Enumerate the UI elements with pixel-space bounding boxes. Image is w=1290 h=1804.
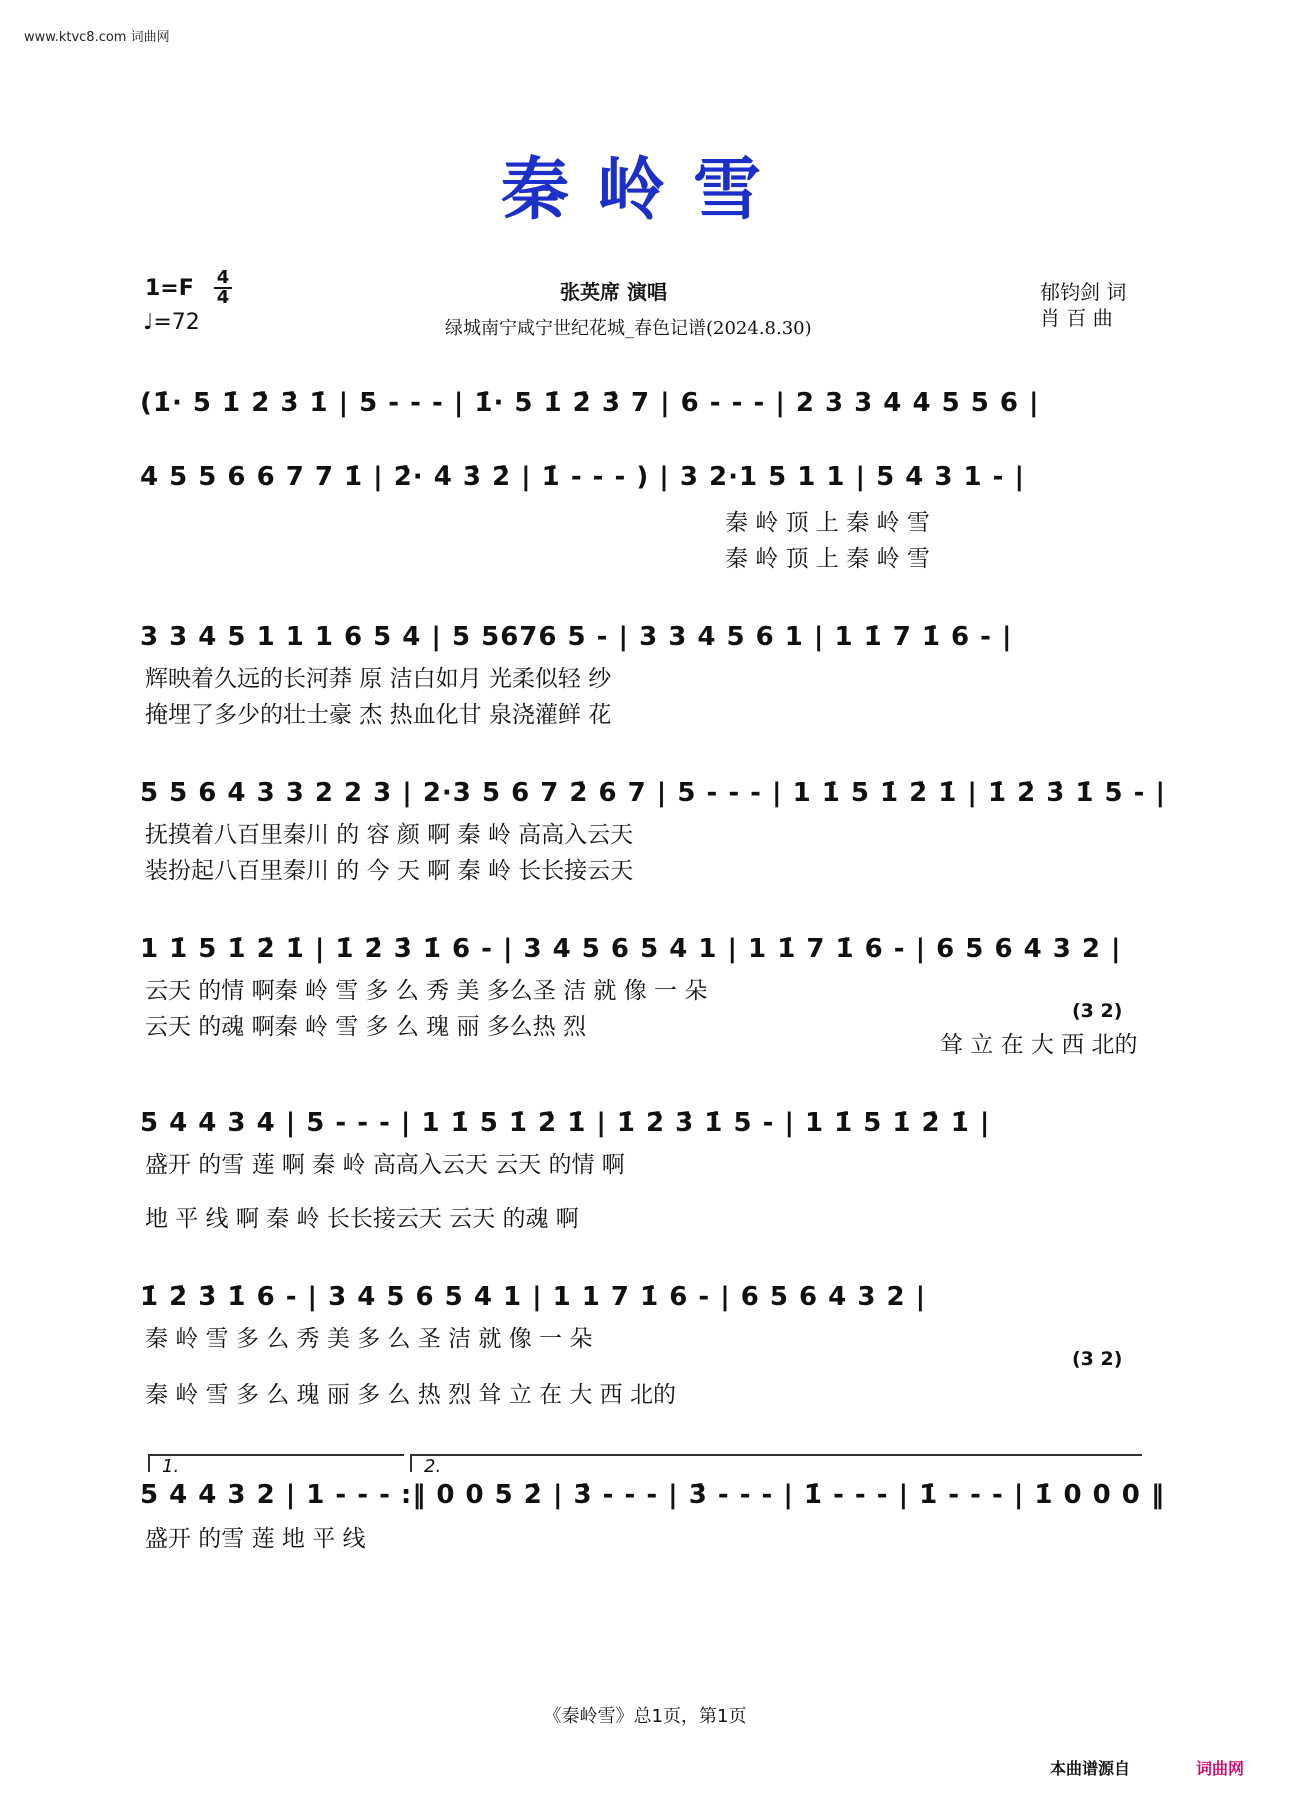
optional-notes-1: (3 2) [1072,1000,1123,1022]
time-sig-top: 4 [216,267,230,288]
lyrics-system-5-verse2: 云天 的魂 啊秦 岭 雪 多 么 瑰 丽 多么热 烈 [145,1014,587,1040]
page-footer: 《秦岭雪》总1页，第1页 [543,1706,747,1727]
score-system-7: 1̇ 2̇ 3̇ 1̇ 6 - | 3 4 5 6 5 4 1 | 1 1 7 1̇ 6 - | 6 5 6 4 3 2 | [140,1282,927,1312]
second-ending-bracket [410,1454,1142,1472]
singer-credit: 张英席 演唱 [560,280,667,304]
source-site-link[interactable]: 词曲网 [1196,1759,1245,1778]
lyrics-system-6-verse2: 地 平 线 啊 秦 岭 长长接云天 云天 的魂 啊 [145,1206,579,1232]
tempo-marking: ♩=72 [143,310,200,335]
lyrics-system-6-verse1: 盛开 的雪 莲 啊 秦 岭 高高入云天 云天 的情 啊 [145,1152,625,1178]
right-watermark-strip [1276,0,1290,1804]
source-label: 本曲谱源自 [1050,1759,1131,1778]
score-system-8: 5 4 4 3 2 | 1 - - - :‖ 0 0 5 2̇ | 3̇ - - - | 3̇ - - - | 1̇ - - - | 1̇ - - - | 1̇ 0 0 0 ‖ [140,1480,1165,1510]
site-label[interactable]: www.ktvc8.com 词曲网 [24,30,170,45]
score-system-4: 5 5 6 4 3 3 2 2 3 | 2·3 5 6 7 2̇ 6 7 | 5 - - - | 1 1̇ 5 1̇ 2̇ 1̇ | 1̇ 2̇ 3̇ 1̇ 5 - | [140,778,1167,808]
first-ending-bracket [148,1454,404,1472]
song-title: 秦岭雪 [500,150,789,230]
optional-notes-2: (3 2) [1072,1348,1123,1370]
transcriber-credit: 绿城南宁咸宁世纪花城_春色记谱(2024.8.30) [445,318,812,339]
time-signature [214,267,232,308]
first-ending-label: 1. [162,1456,180,1477]
lyrics-system-8-verse1: 盛开 的雪 莲 地 平 线 [145,1526,366,1552]
lyrics-system-4-verse1: 抚摸着八百里秦川 的 容 颜 啊 秦 岭 高高入云天 [145,822,634,848]
lyrics-system-3-verse2: 掩埋了多少的壮士豪 杰 热血化甘 泉浇灌鲜 花 [145,702,612,728]
key-signature: 1=F [145,276,194,301]
score-system-6: 5 4 4 3 4 | 5 - - - | 1 1̇ 5 1̇ 2̇ 1̇ | 1̇ 2̇ 3̇ 1̇ 5 - | 1 1̇ 5 1̇ 2̇ 1̇ | [140,1108,991,1138]
composer-credit: 肖 百 曲 [1040,306,1113,330]
lyrics-system-3-verse1: 辉映着久远的长河莽 原 洁白如月 光柔似轻 纱 [145,666,612,692]
second-ending-label: 2. [424,1456,442,1477]
time-sig-bottom: 4 [216,287,230,308]
lyrics-system-2-verse1: 秦 岭 顶 上 秦 岭 雪 [725,510,930,536]
lyrics-system-2-verse2: 秦 岭 顶 上 秦 岭 雪 [725,546,930,572]
score-system-5: 1 1̇ 5 1̇ 2̇ 1̇ | 1̇ 2̇ 3̇ 1̇ 6 - | 3 4 5 6 5 4 1 | 1 1̇ 7 1̇ 6 - | 6 5 6 4 3 2 | [140,934,1122,964]
lyrics-system-7-verse1: 秦 岭 雪 多 么 秀 美 多 么 圣 洁 就 像 一 朵 [145,1326,593,1352]
lyrics-system-4-verse2: 装扮起八百里秦川 的 今 天 啊 秦 岭 长长接云天 [145,858,634,884]
left-watermark-strip [0,0,14,1804]
lyrics-system-7-verse2: 秦 岭 雪 多 么 瑰 丽 多 么 热 烈 耸 立 在 大 西 北的 [145,1382,676,1408]
lyrics-system-5-verse1: 云天 的情 啊秦 岭 雪 多 么 秀 美 多么圣 洁 就 像 一 朵 [145,978,708,1004]
lyricist-credit: 郁钧剑 词 [1040,280,1127,304]
score-system-2: 4 5 5 6 6 7 7 1̇ | 2̇· 4̇ 3̇ 2̇ | 1̇ - - - ) | 3 2·1 5 1 1 | 5 4 3 1 - | [140,462,1025,492]
lyrics-system-5-verse2-end: 耸 立 在 大 西 北的 [940,1032,1138,1058]
score-system-3: 3 3 4 5 1 1 1 6 5 4 | 5 5676 5 - | 3 3 4 5 6 1 | 1 1̇ 7 1̇ 6 - | [140,622,1013,652]
score-system-1: (1̇· 5 1̇ 2̇ 3̇ 1̇ | 5 - - - | 1̇· 5 1̇ 2̇ 3̇ 7 | 6 - - - | 2 3 3 4 4 5 5 6 | [140,388,1040,418]
